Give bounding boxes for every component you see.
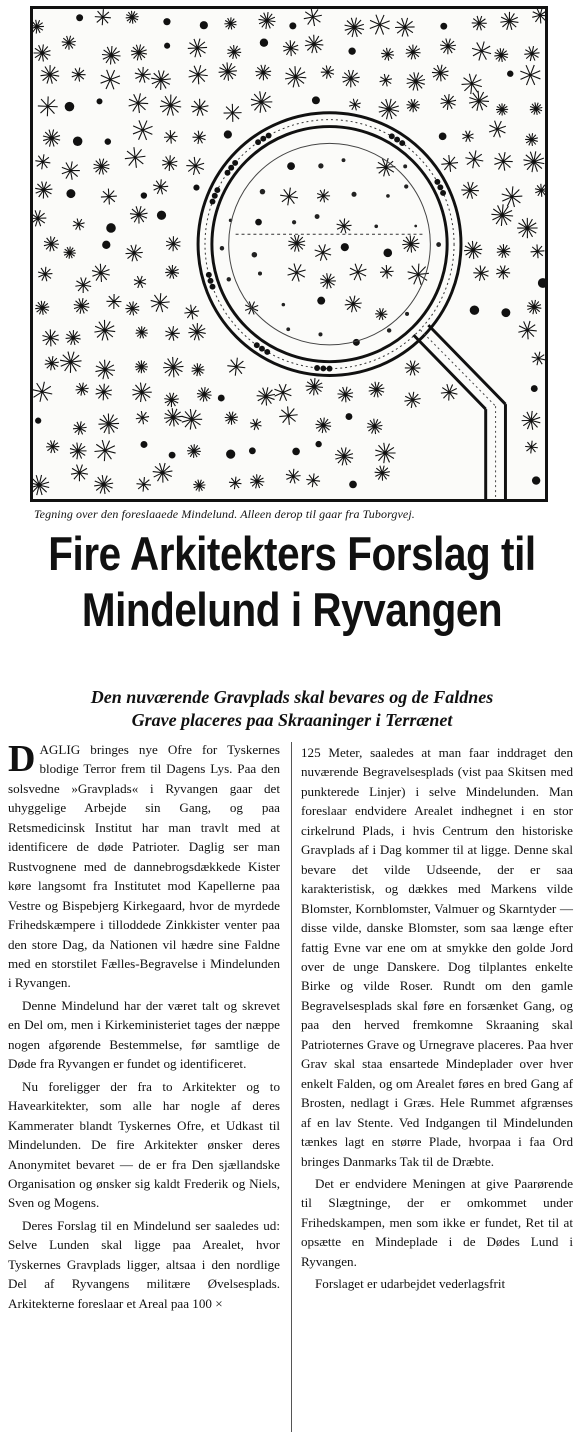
star-plant-mark [94, 475, 113, 494]
star-plant-mark [472, 42, 491, 61]
shrub-mark [470, 305, 479, 314]
shrub-mark [106, 223, 116, 233]
star-plant-mark [33, 210, 46, 226]
star-plant-mark [531, 244, 545, 258]
star-plant-mark [160, 95, 181, 116]
star-plant-mark [225, 412, 238, 425]
star-plant-mark [197, 387, 212, 402]
star-plant-mark [370, 15, 390, 35]
star-plant-mark [45, 356, 59, 370]
flower-dot [342, 158, 346, 162]
star-plant-mark [151, 293, 170, 312]
shrub-mark [249, 447, 256, 454]
shrub-mark [157, 211, 166, 220]
avenue-path [414, 325, 506, 499]
headline-line-2: Mindelund i Ryvangen [81, 583, 503, 636]
star-plant-mark [106, 294, 121, 309]
star-plant-mark [375, 308, 387, 320]
ring-bush-mark [259, 346, 265, 352]
flower-dot [220, 246, 224, 250]
star-plant-mark [192, 363, 205, 376]
ring-bush-mark [266, 133, 272, 139]
ring-bush-mark [214, 187, 220, 193]
star-plant-mark [407, 72, 425, 90]
star-plant-mark [72, 68, 86, 82]
ring-bush-mark [225, 170, 231, 176]
star-plant-mark [224, 17, 236, 29]
figure-caption: Tegning over den foreslaaede Mindelund. Alleen derop til gaar fra Tuborgvej. [34, 507, 415, 521]
star-plant-mark [462, 131, 473, 142]
star-plant-mark [129, 93, 149, 113]
star-plant-mark [153, 463, 173, 483]
star-plant-mark [345, 18, 364, 37]
star-plant-mark [532, 9, 545, 23]
star-plant-mark [44, 236, 59, 251]
shrub-mark [140, 441, 147, 448]
column-divider [291, 742, 292, 1432]
star-plant-mark [101, 189, 117, 205]
ring-bush-mark [434, 179, 440, 185]
shrub-mark [292, 448, 300, 456]
memorial-grove-drawing [30, 6, 548, 502]
shrub-mark [531, 385, 538, 392]
paragraph-1 [8, 740, 280, 993]
star-plant-mark [96, 384, 112, 401]
flower-dot [318, 332, 322, 336]
star-plant-mark [136, 477, 151, 492]
shrub-mark [507, 71, 513, 77]
star-plant-mark [349, 99, 361, 111]
star-plant-mark [530, 102, 542, 114]
star-plant-mark [166, 236, 180, 251]
vegetation-marks [33, 9, 545, 495]
ring-bush-mark [208, 278, 214, 284]
shrub-mark [255, 219, 262, 226]
star-plant-mark [94, 320, 115, 341]
star-plant-mark [35, 301, 49, 315]
star-plant-mark [184, 305, 199, 320]
shrub-mark [260, 39, 268, 47]
star-plant-mark [279, 406, 297, 424]
article-column-left [8, 740, 280, 1313]
flower-dot [227, 277, 231, 281]
flower-dot [286, 327, 290, 331]
star-plant-mark [250, 419, 261, 430]
star-plant-mark [132, 383, 151, 402]
shrub-mark [73, 137, 82, 146]
flower-dot [374, 224, 378, 228]
star-plant-mark [74, 298, 90, 314]
ring-bush-mark [399, 140, 405, 146]
star-plant-mark [500, 12, 518, 30]
star-plant-mark [125, 301, 139, 315]
star-plant-mark [186, 157, 204, 175]
star-plant-mark [525, 133, 538, 146]
star-plant-mark [227, 45, 241, 59]
star-plant-mark [33, 20, 44, 34]
star-plant-mark [304, 9, 322, 26]
star-plant-mark [136, 411, 149, 424]
star-plant-mark [535, 184, 545, 197]
star-plant-mark [288, 235, 305, 252]
star-plant-mark [259, 12, 276, 29]
star-plant-mark [134, 276, 146, 288]
star-plant-mark [527, 300, 541, 314]
star-plant-mark [469, 91, 489, 111]
subhead-line-2: Grave placeres paa Skraaninger i Terrænet [131, 710, 453, 730]
article-column-right [301, 743, 573, 1294]
shrub-mark [200, 21, 208, 29]
star-plant-mark [188, 323, 205, 340]
flower-dot [315, 214, 320, 219]
star-plant-mark [224, 104, 242, 122]
star-plant-mark [229, 477, 241, 489]
star-plant-mark [131, 44, 147, 60]
shrub-mark [439, 133, 447, 141]
star-plant-mark [406, 99, 419, 112]
ring-bush-mark [212, 193, 218, 199]
star-plant-mark [188, 39, 207, 58]
star-plant-mark [163, 357, 183, 377]
star-plant-mark [367, 419, 382, 434]
star-plant-mark [136, 326, 148, 338]
star-plant-mark [187, 444, 201, 458]
ring-bush-mark [210, 284, 216, 290]
ring-bush-mark [260, 136, 266, 142]
paragraph-1-text: AGLIG bringes nye Ofre for Tyskernes blodige Terror frem til Dagens Lys. Paa den solsvedne »Gravplads« i Ryvangen gaar det uhyggelige Arbejde sin Gang, og paa Retsmedicinsk Institut har man travlt med at identificere de døde Patrioter. Daglig ser man Rustvognene med de dannebrogsdækkede Kister køre langsomt fra Institutet mod Kapellerne paa Vestre og Bispebjerg Kirkegaard, hvor de myrdede Frihedskæmpere i tilloddede Zinkkister venter paa den store Dag, da Nationen vil hædre sine Faldne med en storstilet Fælles-Begravelse i Mindelunden i Ryvangen. [8, 742, 280, 991]
star-plant-mark [379, 99, 399, 119]
shrub-mark [76, 14, 83, 21]
flower-dot [292, 220, 296, 224]
site-plan-illustration [33, 9, 545, 499]
star-plant-mark [502, 186, 523, 207]
shrub-mark [532, 476, 540, 484]
star-plant-mark [257, 387, 275, 405]
flower-dot [436, 242, 441, 247]
star-plant-mark [95, 9, 111, 25]
star-plant-mark [465, 150, 483, 168]
star-plant-mark [496, 265, 510, 279]
shrub-mark [193, 185, 199, 191]
star-plant-mark [315, 244, 331, 260]
star-plant-mark [380, 265, 394, 279]
ring-bush-mark [320, 365, 326, 371]
star-plant-mark [285, 66, 306, 87]
star-plant-mark [98, 413, 119, 434]
star-plant-mark [130, 206, 148, 223]
flower-dot [386, 194, 390, 198]
shrub-mark [287, 162, 295, 170]
star-plant-mark [92, 264, 110, 282]
ring-bush-mark [206, 272, 212, 278]
star-plant-mark [286, 469, 301, 484]
star-plant-mark [375, 443, 395, 463]
ring-bush-mark [254, 342, 260, 348]
star-plant-mark [94, 440, 115, 461]
star-plant-mark [34, 44, 51, 61]
star-plant-mark [38, 267, 52, 281]
ring-bush-mark [394, 137, 400, 143]
star-plant-mark [62, 161, 80, 179]
star-plant-mark [41, 65, 60, 84]
shrub-mark [312, 96, 320, 104]
star-plant-mark [35, 154, 50, 169]
flower-dot [260, 189, 265, 194]
flower-dot [405, 312, 409, 316]
star-plant-mark [496, 103, 508, 115]
shrub-mark [102, 241, 110, 249]
star-plant-mark [305, 35, 323, 53]
star-plant-mark [164, 130, 178, 144]
star-plant-mark [402, 235, 419, 252]
star-plant-mark [462, 74, 482, 94]
star-plant-mark [251, 91, 272, 112]
star-plant-mark [73, 218, 85, 230]
star-plant-mark [432, 65, 449, 82]
shrub-mark [501, 308, 510, 317]
star-plant-mark [320, 273, 336, 289]
shrub-mark [440, 23, 447, 30]
star-plant-mark [164, 393, 179, 407]
star-plant-mark [375, 466, 390, 481]
flower-dot [414, 225, 417, 228]
star-plant-mark [73, 421, 87, 434]
star-plant-mark [35, 181, 52, 198]
star-plant-mark [283, 40, 298, 56]
star-plant-mark [153, 179, 168, 194]
star-plant-mark [60, 352, 81, 373]
shrub-mark [315, 441, 321, 447]
star-plant-mark [404, 392, 420, 408]
star-plant-mark [164, 408, 182, 426]
star-plant-mark [380, 74, 392, 86]
star-plant-mark [255, 65, 271, 81]
shrub-mark [348, 47, 355, 54]
star-plant-mark [33, 475, 49, 495]
star-plant-mark [151, 70, 171, 90]
star-plant-mark [524, 46, 539, 61]
drop-cap: D [8, 738, 36, 780]
star-plant-mark [95, 360, 115, 379]
star-plant-mark [219, 62, 237, 80]
shrub-mark [218, 395, 225, 402]
flower-dot [404, 184, 408, 188]
star-plant-mark [125, 147, 146, 168]
shrub-mark [141, 192, 147, 198]
shrub-mark [289, 22, 296, 29]
star-plant-mark [406, 45, 421, 60]
ring-bush-mark [327, 366, 333, 372]
star-plant-mark [441, 384, 457, 400]
star-plant-mark [337, 387, 353, 403]
flower-dot [318, 163, 323, 168]
ring-bush-mark [228, 165, 234, 171]
shrub-mark [163, 18, 170, 25]
ring-bushes [206, 133, 446, 372]
star-plant-mark [395, 18, 414, 37]
shrub-mark [97, 98, 103, 104]
star-plant-mark [193, 131, 206, 144]
star-plant-mark [165, 265, 179, 279]
star-plant-mark [369, 382, 385, 398]
star-plant-mark [464, 241, 482, 259]
star-plant-mark [321, 65, 334, 78]
star-plant-mark [518, 321, 536, 339]
star-plant-mark [38, 96, 58, 116]
star-plant-mark [189, 65, 208, 84]
star-plant-mark [75, 277, 91, 293]
star-plant-mark [350, 264, 367, 281]
ring-bush-mark [255, 139, 261, 145]
flower-dot [252, 252, 258, 258]
star-plant-mark [441, 94, 457, 110]
shrub-mark [65, 102, 75, 112]
star-plant-mark [316, 418, 332, 434]
star-plant-mark [517, 218, 537, 238]
flower-dot [282, 303, 286, 307]
shrub-mark [105, 138, 111, 144]
star-plant-mark [182, 409, 202, 430]
star-plant-mark [405, 361, 421, 376]
star-plant-mark [473, 265, 488, 280]
paragraph-7: Forslaget er udarbejdet vederlagsfrit [315, 1276, 506, 1292]
star-plant-mark [440, 39, 456, 55]
shrub-mark [226, 450, 235, 459]
headline-line-1: Fire Arkitekters Forslag til [48, 527, 536, 580]
shrub-mark [383, 249, 392, 258]
star-plant-mark [494, 48, 508, 62]
star-plant-mark [525, 441, 538, 454]
star-plant-mark [135, 360, 148, 373]
shrub-mark [349, 481, 357, 489]
ring-bush-mark [437, 184, 443, 190]
circular-path [198, 113, 461, 376]
headline [41, 526, 543, 638]
ring-bush-mark [232, 160, 238, 166]
star-plant-mark [162, 155, 177, 171]
paragraph-3: Nu foreligger der fra to Arkitekter og to Havearkitekter, som alle har nogle af deres Kammerater blandt Tyskernes Ofre, et Udkast til Mindelunden. De fire Arkitekter ønsker deres Anonymitet bevaret — de er fra Den sjællandske Organisation og ønsker sig kaldt Frederik og Niels, Sven og Mogens. [8, 1078, 280, 1211]
ring-bush-mark [314, 365, 320, 371]
star-plant-mark [317, 189, 330, 202]
star-plant-mark [532, 352, 545, 366]
star-plant-mark [441, 155, 458, 172]
star-plant-mark [274, 384, 291, 401]
ring-bush-mark [264, 349, 270, 355]
star-plant-mark [280, 188, 298, 206]
star-plant-mark [64, 247, 76, 259]
star-plant-mark [497, 244, 511, 258]
star-plant-mark [135, 67, 151, 83]
star-plant-mark [494, 152, 512, 171]
star-plant-mark [306, 473, 320, 487]
ring-bush-mark [389, 133, 395, 139]
star-plant-mark [472, 16, 487, 30]
star-plant-mark [337, 218, 352, 233]
shrub-mark [164, 43, 170, 49]
shrub-mark [66, 189, 75, 198]
star-plant-mark [381, 48, 394, 61]
star-plant-mark [345, 296, 362, 313]
shrub-mark [35, 418, 41, 424]
flower-dot [403, 164, 407, 168]
flower-dot [351, 192, 356, 197]
star-plant-mark [46, 440, 59, 453]
star-plant-mark [102, 46, 121, 65]
star-plant-mark [126, 11, 139, 24]
star-plant-mark [76, 383, 89, 396]
star-plant-mark [491, 204, 513, 226]
star-plant-mark [33, 382, 52, 402]
flower-dot [387, 328, 391, 332]
star-plant-mark [227, 358, 245, 376]
shrub-mark [224, 130, 232, 138]
star-plant-mark [93, 159, 109, 175]
star-plant-mark [193, 480, 205, 492]
star-plant-mark [335, 447, 353, 465]
star-plant-mark [520, 65, 540, 85]
star-plant-mark [71, 465, 88, 482]
shrub-mark [317, 297, 325, 305]
subhead-line-1: Den nuværende Gravplads skal bevares og de Faldnes [90, 687, 494, 707]
ring-bush-mark [440, 190, 446, 196]
star-plant-mark [70, 443, 87, 460]
paragraph-4: Deres Forslag til en Mindelund ser saaledes ud: Selve Lunden skal ligge paa Arealet, hvor Tyskernes Gravplads ligger, altsaa i den nordlige Del af Ryvangens militære Øvelsesplads. Arkitekterne foreslaar et Areal paa 100 × [8, 1217, 280, 1311]
paragraph-5: 125 Meter, saaledes at man faar inddraget den nuværende Begravelsesplads (vist paa Skitsen med punkterede Linjer) i selve Mindelunden. Man foreslaar endvidere Arealet indhegnet i en stor cirkelrund Plads, i hvis Centrum den historiske Gravplads af i Dag kommer til at ligge. Denne skal bevare det vilde Udseende, der er saa karakteristisk, og dækkes med Markens vilde Blomster, Kornblomster, Valmuer og Skarntyder — disse vilde, danske Blomster, som saa længe efter fattig Evne var ene om at smykke den golde Jord over de unge Danskere. Dog tilplantes enkelte Birke og vilde Roser. Rundt om den gamle Begravelsesplads skal føre en forsænket Gang, og paa den herved fremkomne Skraaning skal Patrioternes Grave og Urnegrave placeres. Paa hver Grav skal staa ensartede Mindeplader over hver enkelt Falden, og om Arealet føres en bred Gang af Brosten, nedlagt i Græs. Hele Rummet afgrænses af en lav Stente. Ved Indgangen til Mindelunden tænkes lagt en større Plade, hvorpaa i faa Ord bringes Danmarks Tak til de Dræbte. [301, 745, 573, 1169]
shrub-mark [169, 452, 176, 459]
star-plant-mark [101, 70, 120, 89]
star-plant-mark [165, 326, 179, 341]
star-plant-mark [191, 99, 208, 116]
star-plant-mark [42, 329, 58, 346]
shrub-mark [538, 278, 545, 288]
star-plant-mark [288, 264, 306, 282]
paragraph-2: Denne Mindelund har der været talt og skrevet en Del om, men i Kirkeministeriet tages der næppe nogen afgørende Bestemmelse, før samtlige de Døde fra Ryvangen er fundet og identificeret. [8, 997, 280, 1072]
star-plant-mark [133, 120, 153, 140]
star-plant-mark [522, 411, 541, 430]
shrub-mark [346, 413, 353, 420]
paragraph-6: Det er endvidere Meningen at give Paarørende til Slægtninge, der er omkommet under Frihedskampen, men som ikke er fundet, Ret til at opsætte en Mindeplade i de Dødes Lund i Ryvangen. [301, 1175, 573, 1269]
star-plant-mark [66, 330, 81, 345]
star-plant-mark [62, 36, 76, 50]
star-plant-mark [489, 121, 506, 138]
star-plant-mark [461, 182, 479, 199]
star-plant-mark [342, 70, 360, 87]
star-plant-mark [125, 245, 142, 262]
star-plant-mark [523, 151, 544, 172]
star-plant-mark [43, 130, 60, 147]
star-plant-mark [306, 378, 323, 395]
subheadline [0, 686, 584, 732]
flower-dot [258, 272, 262, 276]
ring-bush-mark [210, 199, 216, 205]
star-plant-mark [250, 474, 264, 488]
shrub-mark [341, 243, 349, 251]
